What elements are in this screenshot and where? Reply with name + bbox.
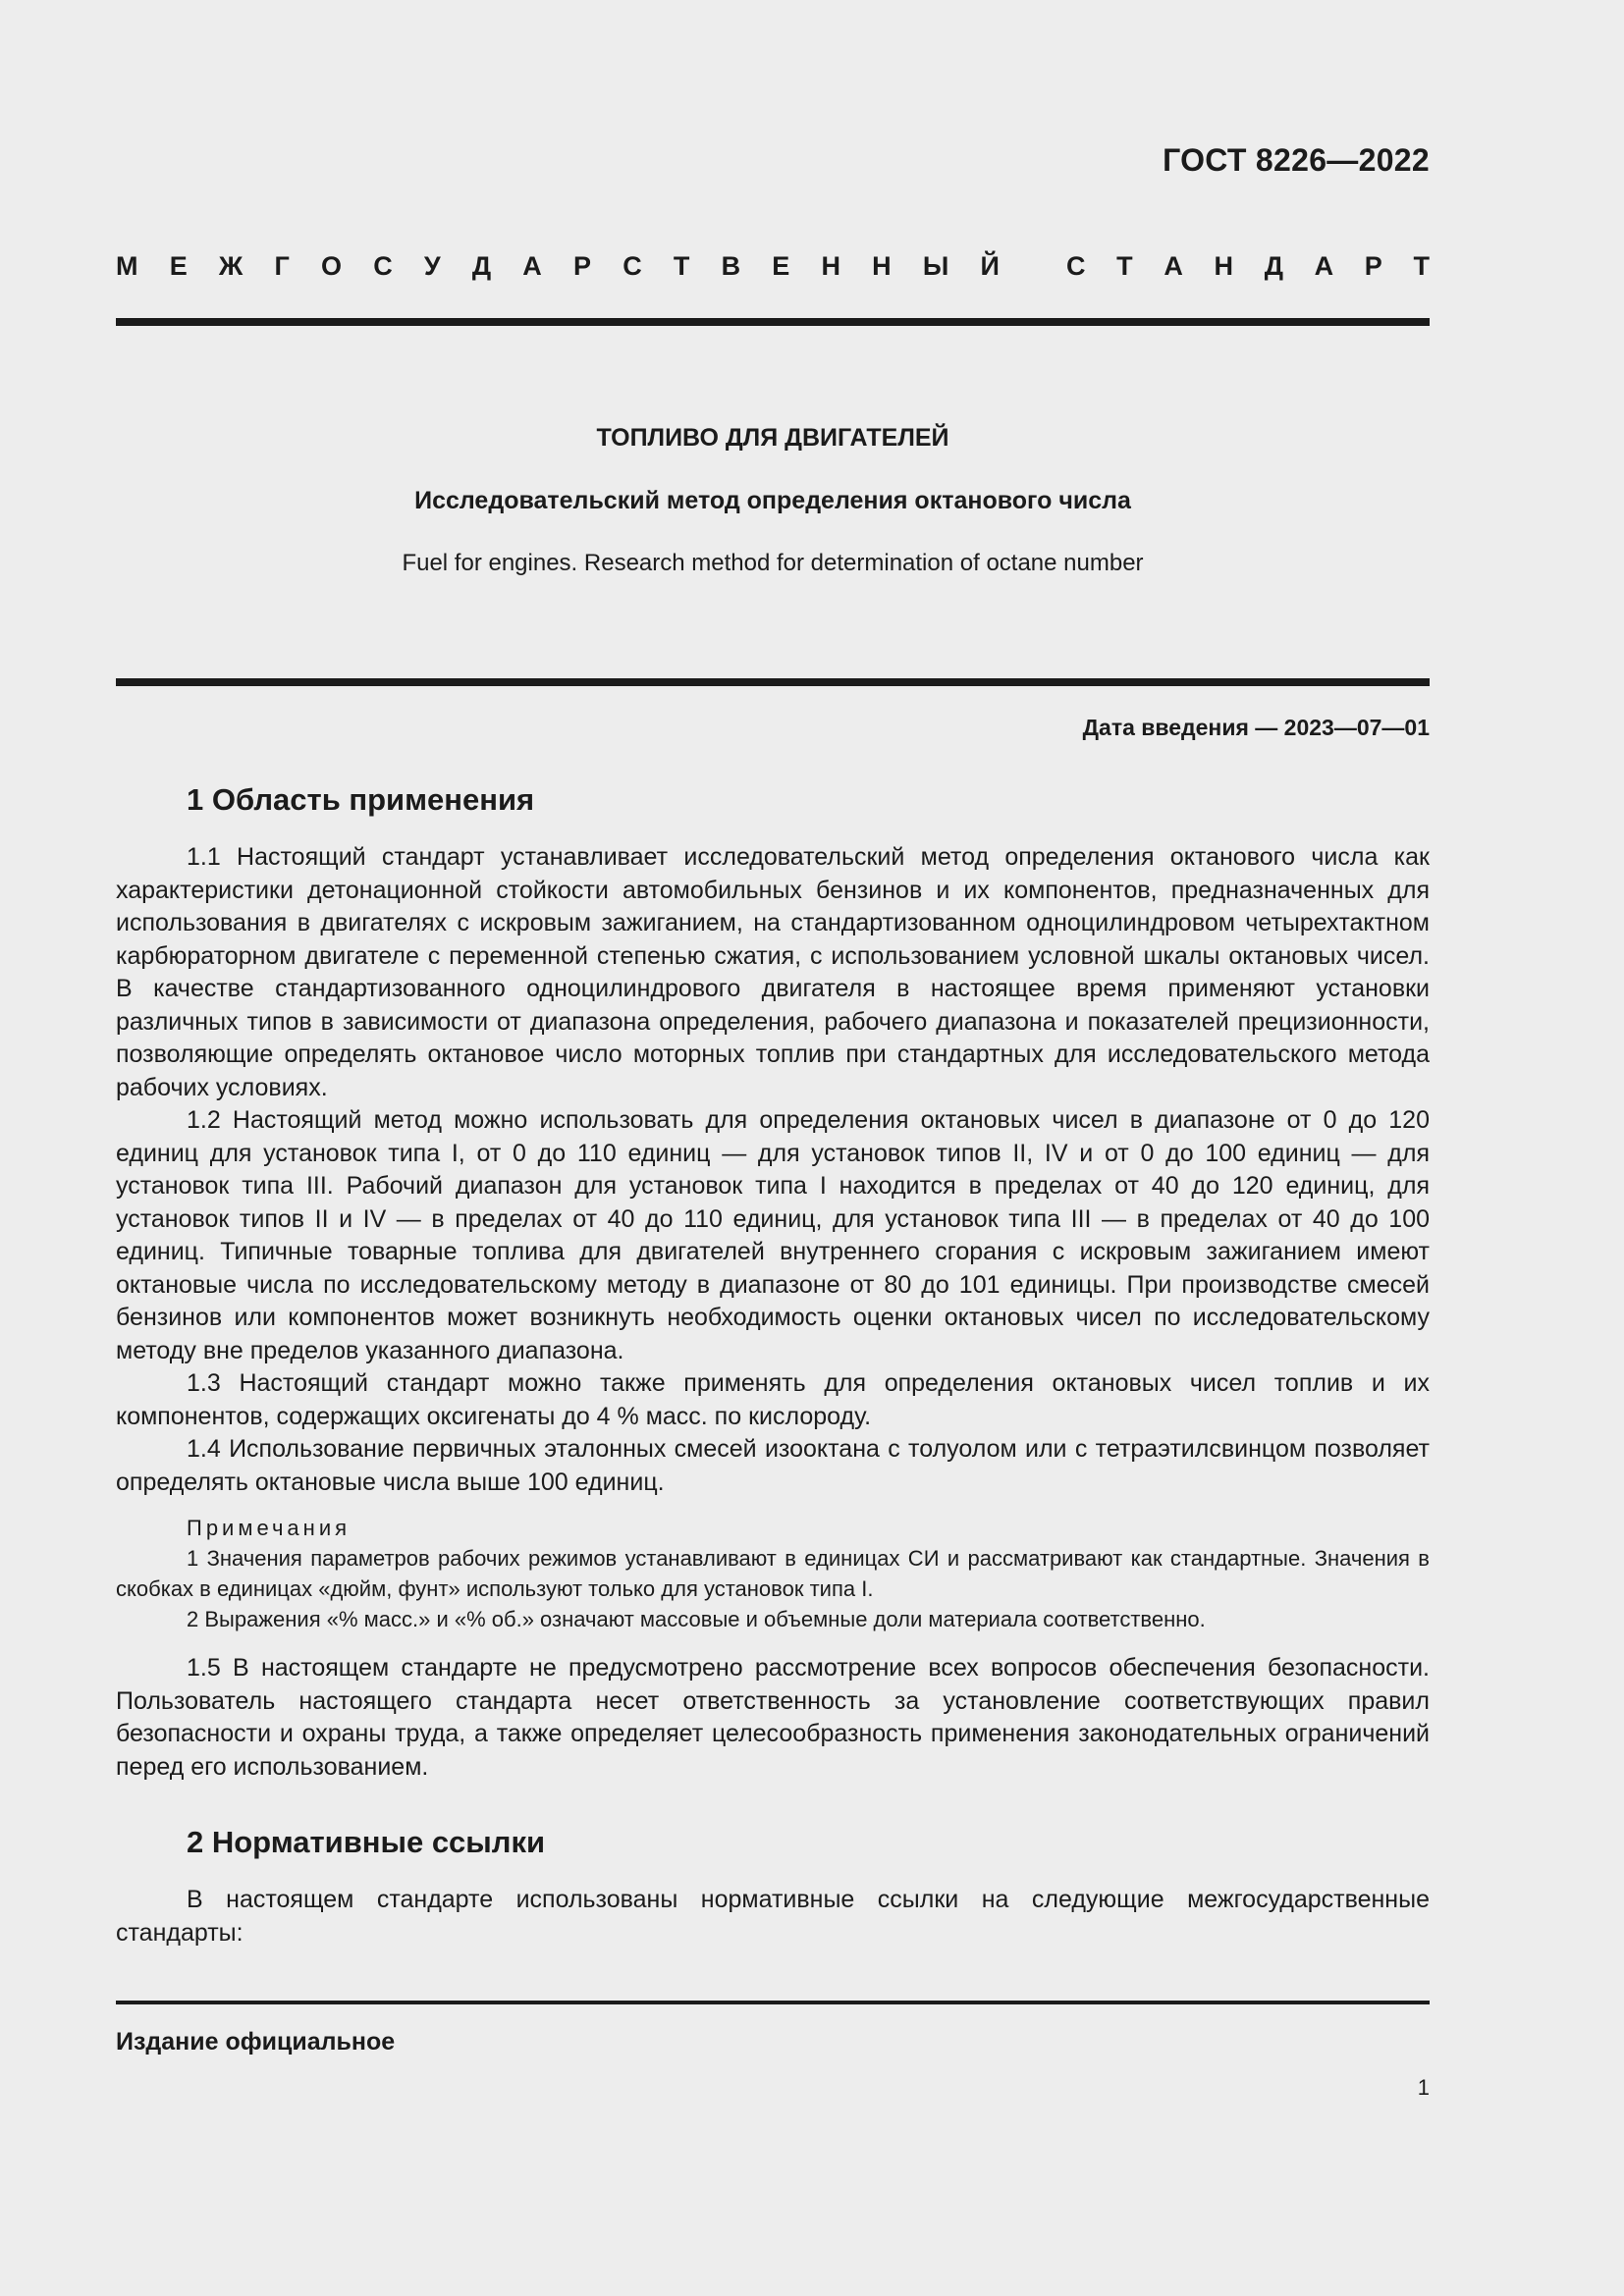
document-page	[116, 0, 1430, 2296]
heading-letter: А	[522, 251, 542, 281]
heading-letter: Ы	[922, 251, 949, 281]
paragraph-2: В настоящем стандарте использованы нормативные ссылки на следующие межгосударственные стандарты:	[116, 1886, 1430, 1947]
standard-number: ГОСТ 8226—2022	[1163, 142, 1430, 178]
heading-letter: М	[116, 251, 138, 281]
heading-letter: Ж	[218, 251, 244, 281]
heading-letter: Н	[872, 251, 892, 281]
heading-letter: Н	[1214, 251, 1234, 281]
edition-label: Издание официальное	[116, 2028, 396, 2056]
heading-letter: С	[373, 251, 393, 281]
standard-type-word1	[116, 251, 1000, 282]
introduction-date: Дата введения — 2023—07—01	[1082, 715, 1430, 740]
heading-letter: А	[1314, 251, 1334, 281]
heading-letter: Е	[169, 251, 188, 281]
title-divider	[116, 678, 1430, 686]
standard-type-heading	[116, 251, 1430, 282]
heading-letter: С	[1066, 251, 1086, 281]
footer-divider	[116, 2001, 1430, 2004]
heading-letter: Р	[1364, 251, 1382, 281]
heading-letter: Т	[1413, 251, 1430, 281]
section-2-heading: 2 Нормативные ссылки	[187, 1825, 546, 1859]
heading-letter: В	[721, 251, 741, 281]
paragraph-1-3: 1.3 Настоящий стандарт можно также применять для определения октановых чисел топлив и их компонентов, содержащих оксигенаты до 4 % масс. по кислороду.	[116, 1369, 1430, 1430]
paragraph-1-2: 1.2 Настоящий метод можно использовать для определения октановых чисел в диапазоне от 0 до 120 единиц для установок типа I, от 0 до 110 единиц — для установок типов II, IV и от 0 до 100 единиц — для установок типа III. Рабочий диапазон для установок типа I находится в пределах от 40 до 120 единиц, для установок типов II и IV — в пределах от 40 до 110 единиц, для установок типа III — в пределах от 40 до 100 единиц. Типичные товарные топлива для двигателей внутреннего сгорания с искровым зажиганием имеют октановые числа по исследовательскому методу в диапазоне от 80 до 101 единицы. При производстве смесей бензинов или компонентов может возникнуть необходимость оценки октановых чисел по исследовательскому методу вне пределов указанного диапазона.	[116, 1106, 1430, 1364]
heading-letter: О	[320, 251, 342, 281]
heading-letter: У	[423, 251, 441, 281]
heading-letter: Н	[821, 251, 840, 281]
notes-heading: Примечания	[187, 1516, 352, 1540]
heading-letter: Е	[772, 251, 790, 281]
heading-letter: Д	[471, 251, 492, 281]
paragraph-1-1: 1.1 Настоящий стандарт устанавливает исследовательский метод определения октанового числа как характеристики детонационной стойкости автомобильных бензинов и их компонентов, предназначенных для использования в двигателях с искровым зажиганием, на стандартизованном одноцилиндровом четырехтактном карбюраторном двигателе с переменной степенью сжатия, с использованием условной шкалы октановых чисел. В качестве стандартизованного одноцилиндрового двигателя в настоящее время применяют установки различных типов в зависимости от диапазона определения, рабочего диапазона и показателей прецизионности, позволяющие определять октановое число моторных топлив при стандартных для исследовательского метода рабочих условиях.	[116, 843, 1430, 1101]
notes-block	[116, 1513, 1430, 1634]
note-1: 1 Значения параметров рабочих режимов устанавливают в единицах СИ и рассматривают как стандартные. Значения в скобках в единицах «дюйм, фунт» используют только для установок типа I.	[116, 1546, 1430, 1601]
heading-letter: Т	[673, 251, 690, 281]
standard-type-word2	[1066, 251, 1430, 282]
document-subtitle: Исследовательский метод определения октанового числа	[414, 487, 1131, 514]
heading-letter: А	[1164, 251, 1183, 281]
paragraph-1-5: 1.5 В настоящем стандарте не предусмотрено рассмотрение всех вопросов обеспечения безопасности. Пользователь настоящего стандарта несет ответственность за установление соответствующих правил безопасности и охраны труда, а также определяет целесообразность применения законодательных ограничений перед его использованием.	[116, 1654, 1430, 1781]
document-body	[116, 780, 1430, 1949]
document-title-english: Fuel for engines. Research method for determination of octane number	[402, 550, 1144, 576]
top-divider	[116, 318, 1430, 326]
heading-letter: Г	[274, 251, 290, 281]
heading-letter: С	[623, 251, 642, 281]
heading-letter: Т	[1116, 251, 1133, 281]
note-2: 2 Выражения «% масс.» и «% об.» означают массовые и объемные доли материала соответственно.	[187, 1607, 1206, 1631]
heading-letter: Д	[1264, 251, 1283, 281]
heading-letter: Р	[572, 251, 591, 281]
paragraph-1-4: 1.4 Использование первичных эталонных смесей изооктана с толуолом или с тетраэтилсвинцом позволяет определять октановые числа выше 100 единиц.	[116, 1435, 1430, 1496]
document-title: ТОПЛИВО ДЛЯ ДВИГАТЕЛЕЙ	[596, 424, 949, 452]
heading-letter: Й	[980, 251, 1000, 281]
section-1-heading: 1 Область применения	[187, 782, 535, 817]
page-number: 1	[1417, 2075, 1430, 2100]
